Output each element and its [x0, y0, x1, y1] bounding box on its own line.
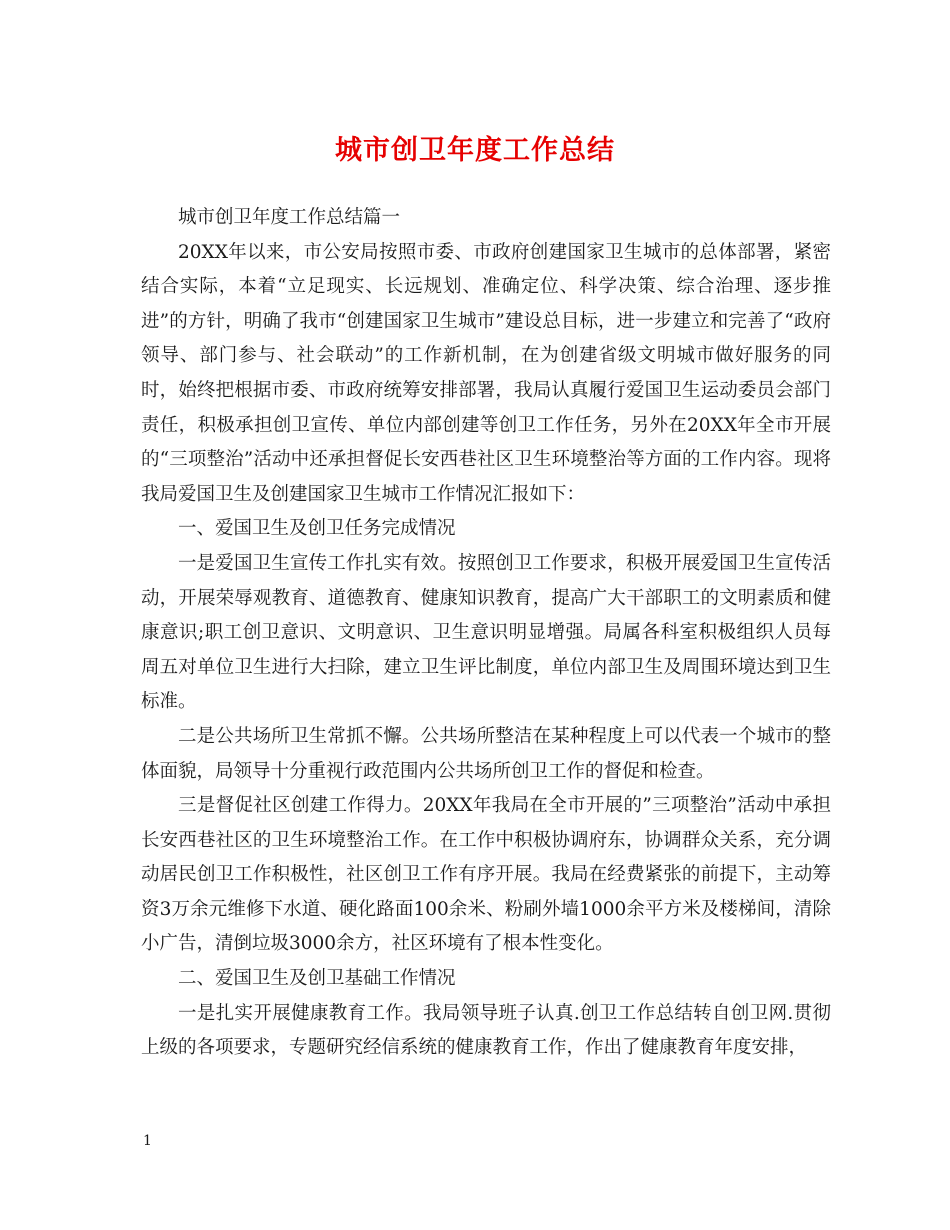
paragraph: 一是扎实开展健康教育工作。我局领导班子认真.创卫工作总结转自创卫网.贯彻上级的各项要求，专题研究经信系统的健康教育工作，作出了健康教育年度安排，	[141, 1002, 831, 1059]
document-body	[141, 201, 831, 1066]
page-number: 1	[143, 1133, 152, 1149]
section-heading: 城市创卫年度工作总结篇一	[178, 207, 401, 228]
paragraph: 20XX年以来，市公安局按照市委、市政府创建国家卫生城市的总体部署，紧密结合实际，本着“立足现实、长远规划、准确定位、科学决策、综合治理、逐步推进”的方针，明确了我市“创建国家卫生城市”建设总目标，进一步建立和完善了“政府领导、部门参与、社会联动”的工作新机制，在为创建省级文明城市做好服务的同时，始终把根据市委、市政府统筹安排部署，我局认真履行爱国卫生运动委员会部门责任，积极承担创卫宣传、单位内部创建等创卫工作任务，另外在20XX年全市开展的“三项整治”活动中还承担督促长安西巷社区卫生环境整治等方面的工作内容。现将我局爱国卫生及创建国家卫生城市工作情况汇报如下：	[141, 241, 831, 505]
section-heading: 二、爱国卫生及创卫基础工作情况	[178, 968, 456, 990]
paragraph: 三是督促社区创建工作得力。20XX年我局在全市开展的”三项整治”活动中承担长安西巷社区的卫生环境整治工作。在工作中积极协调府东，协调群众关系，充分调动居民创卫工作积极性，社区创卫工作有序开展。我局在经费紧张的前提下，主动筹资3万余元维修下水道、硬化路面100余米、粉刷外墙1000余平方米及楼梯间，清除小广告，清倒垃圾3000余方，社区环境有了根本性变化。	[141, 795, 831, 955]
document-title: 城市创卫年度工作总结	[335, 135, 615, 166]
paragraph: 二是公共场所卫生常抓不懈。公共场所整洁在某种程度上可以代表一个城市的整体面貌，局领导十分重视行政范围内公共场所创卫工作的督促和检查。	[141, 725, 831, 782]
paragraph: 一是爱国卫生宣传工作扎实有效。按照创卫工作要求，积极开展爱国卫生宣传活动，开展荣辱观教育、道德教育、健康知识教育，提高广大干部职工的文明素质和健康意识;职工创卫意识、文明意识、卫生意识明显增强。局属各科室积极组织人员每周五对单位卫生进行大扫除，建立卫生评比制度，单位内部卫生及周围环境达到卫生标准。	[141, 552, 831, 713]
section-heading: 一、爱国卫生及创卫任务完成情况	[178, 518, 456, 540]
